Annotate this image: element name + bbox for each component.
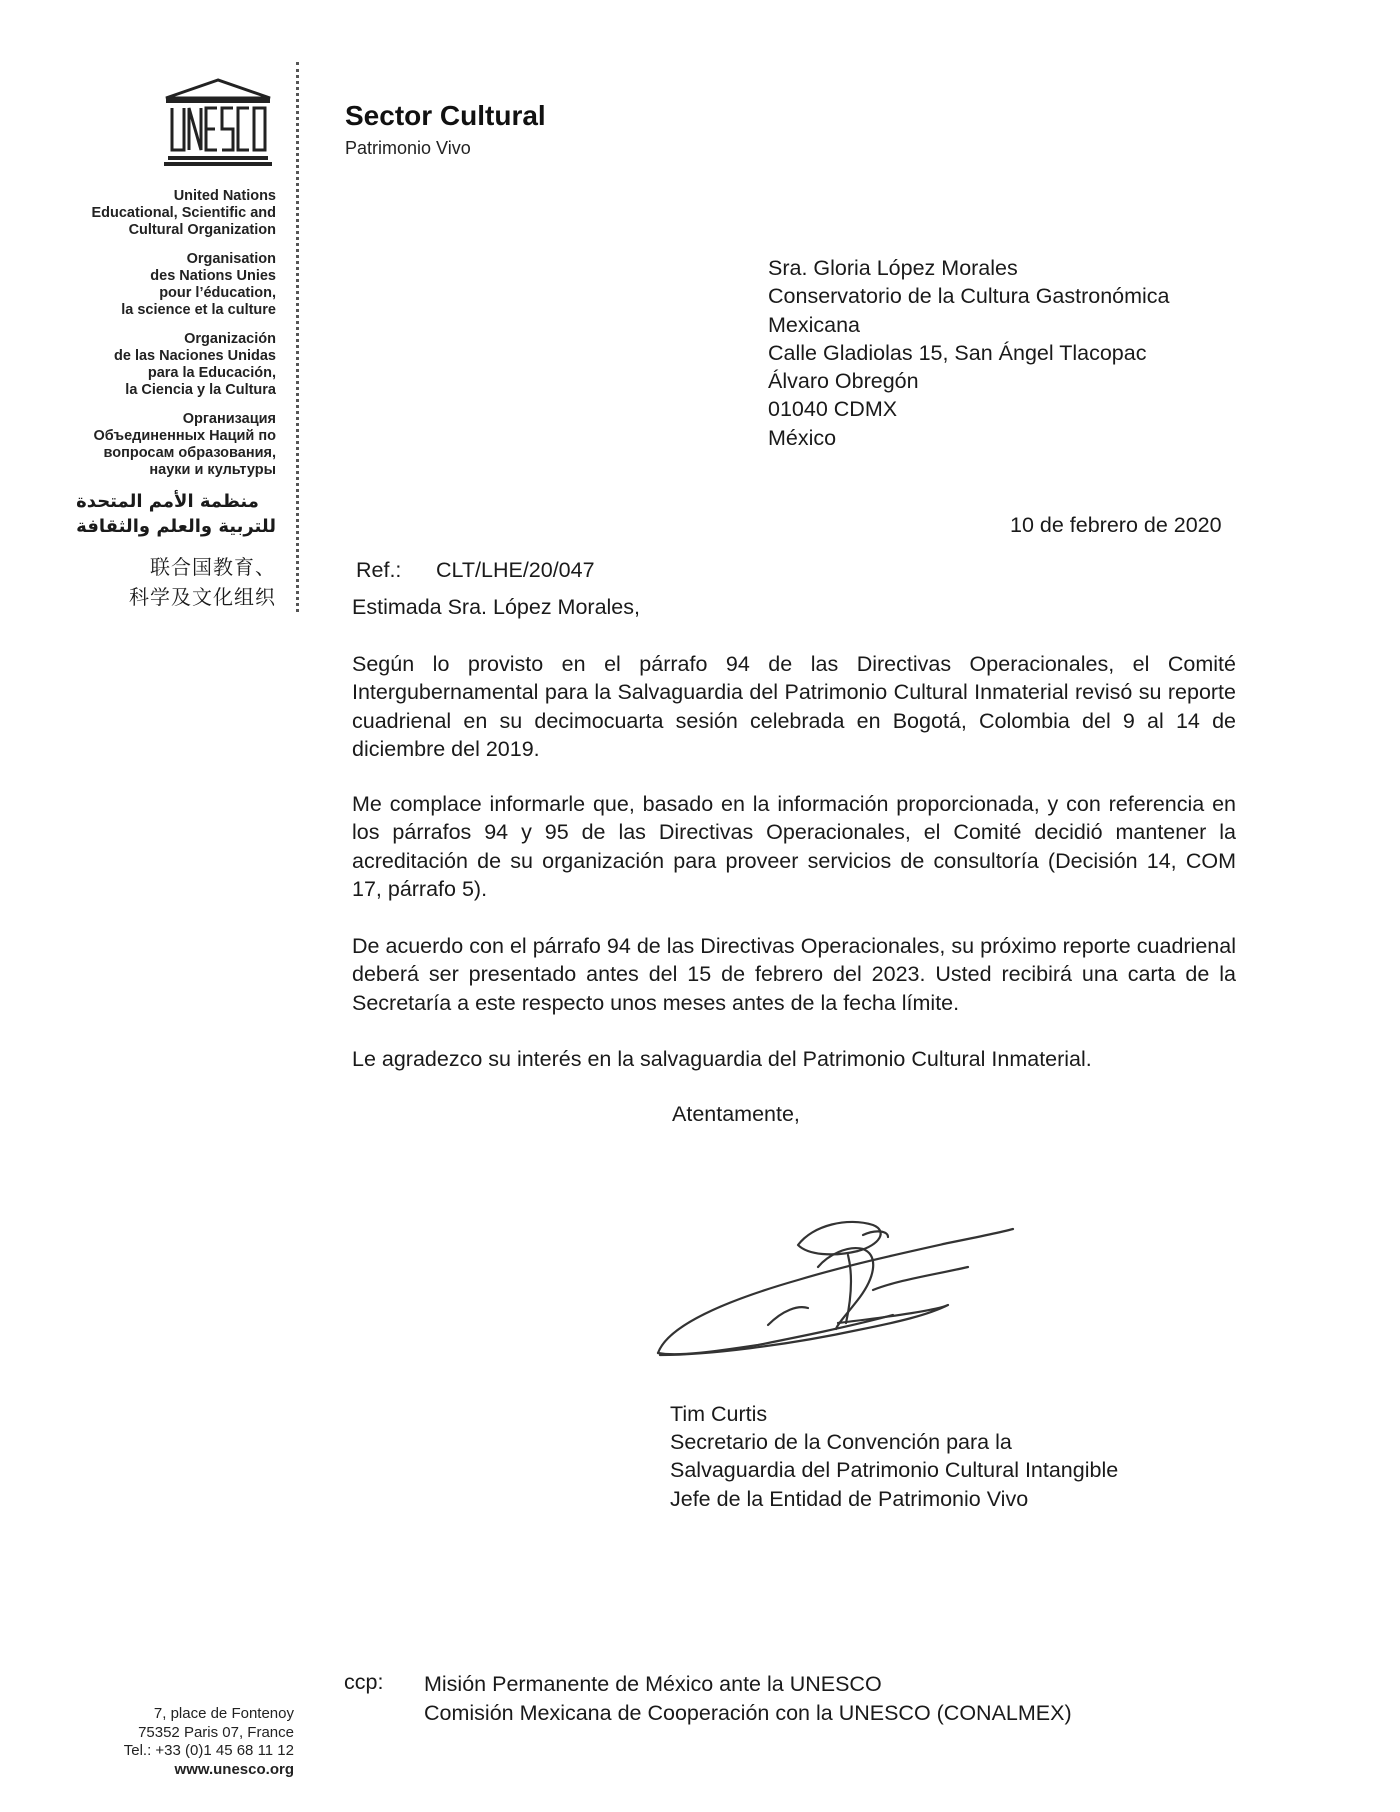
recipient-line: Mexicana [768,312,861,337]
signatory-name: Tim Curtis [670,1402,768,1426]
body-paragraph: De acuerdo con el párrafo 94 de las Directivas Operacionales, su próximo reporte cuadrienal deberá ser presentado antes del 15 de febrero del 2023. Usted recibirá una carta de la Secretaría a este respecto unos meses antes de la fecha límite. [352,934,1236,1015]
dotted-divider [296,62,301,612]
ccp-recipient: Comisión Mexicana de Cooperación con la UNESCO (CONALMEX) [424,1700,1072,1725]
signatory-title: Secretario de la Convención para la [670,1430,1012,1455]
reference-label: Ref.: [356,558,402,582]
ccp-recipient: Misión Permanente de México ante la UNESCO [424,1672,882,1696]
recipient-line: 01040 CDMX [768,397,898,422]
handwritten-signature [648,1205,1028,1370]
body-paragraph: Me complace informarle que, basado en la información proporcionada, y con referencia en los párrafos 94 y 95 de las Directivas Operacionales, el Comité decidió mantener la acreditación de su organización para proveer servicios de consultoría (Decisión 14, COM 17, párrafo 5). [352,792,1236,902]
recipient-line: Álvaro Obregón [768,369,919,394]
closing: Atentamente, [672,1102,800,1126]
body-paragraph: Según lo provisto en el párrafo 94 de las Directivas Operacionales, el Comité Intergubernamental para la Salvaguardia del Patrimonio Cultural Inmaterial revisó su reporte cuadrienal en su decimocuarta sesión celebrada en Bogotá, Colombia del 9 al 14 de diciembre del 2019. [352,652,1236,762]
recipient-address [768,254,1170,452]
sector-subtitle: Patrimonio Vivo [345,138,471,158]
website-link[interactable]: www.unesco.org [174,1760,294,1778]
ccp-recipients [424,1670,1072,1727]
letter-date: 10 de febrero de 2020 [1010,513,1222,537]
signatory-block [670,1400,1118,1513]
footer-address: 7, place de Fontenoy 75352 Paris 07, France Tel.: +33 (0)1 45 68 11 12 www.unesco.org [123,1705,294,1778]
body-paragraph: Le agradezco su interés en la salvaguardia del Patrimonio Cultural Inmaterial. [352,1047,1092,1071]
reference-number: CLT/LHE/20/047 [436,558,595,582]
org-name-spanish: Organización de las Naciones Unidas para la Educación, la Ciencia y la Cultura [114,331,276,398]
recipient-line: Sra. Gloria López Morales [768,256,1018,280]
org-name-english: United Nations Educational, Scientific and Cultural Organization [91,188,276,238]
salutation: Estimada Sra. López Morales, [352,595,640,619]
org-name-russian: Организация Объединенных Наций по вопросам образования, науки и культуры [93,411,276,478]
ccp-label: ccp: [344,1670,384,1694]
signatory-title: Salvaguardia del Patrimonio Cultural Intangible [670,1458,1119,1483]
recipient-line: Conservatorio de la Cultura Gastronómica [768,284,1170,309]
sector-title: Sector Cultural [345,100,546,131]
recipient-line: Calle Gladiolas 15, San Ángel Tlacopac [768,340,1147,365]
org-name-chinese: 联合国教育、 科学及文化组织 [129,555,276,609]
org-name-arabic: منظمة الأمم المتحدة للتربية والعلم والثقافة [76,491,276,537]
unesco-temple-logo-icon [160,78,276,168]
recipient-line: México [768,425,837,450]
signatory-title: Jefe de la Entidad de Patrimonio Vivo [670,1486,1029,1511]
org-name-french: Organisation des Nations Unies pour l’éducation, la science et la culture [121,251,276,318]
